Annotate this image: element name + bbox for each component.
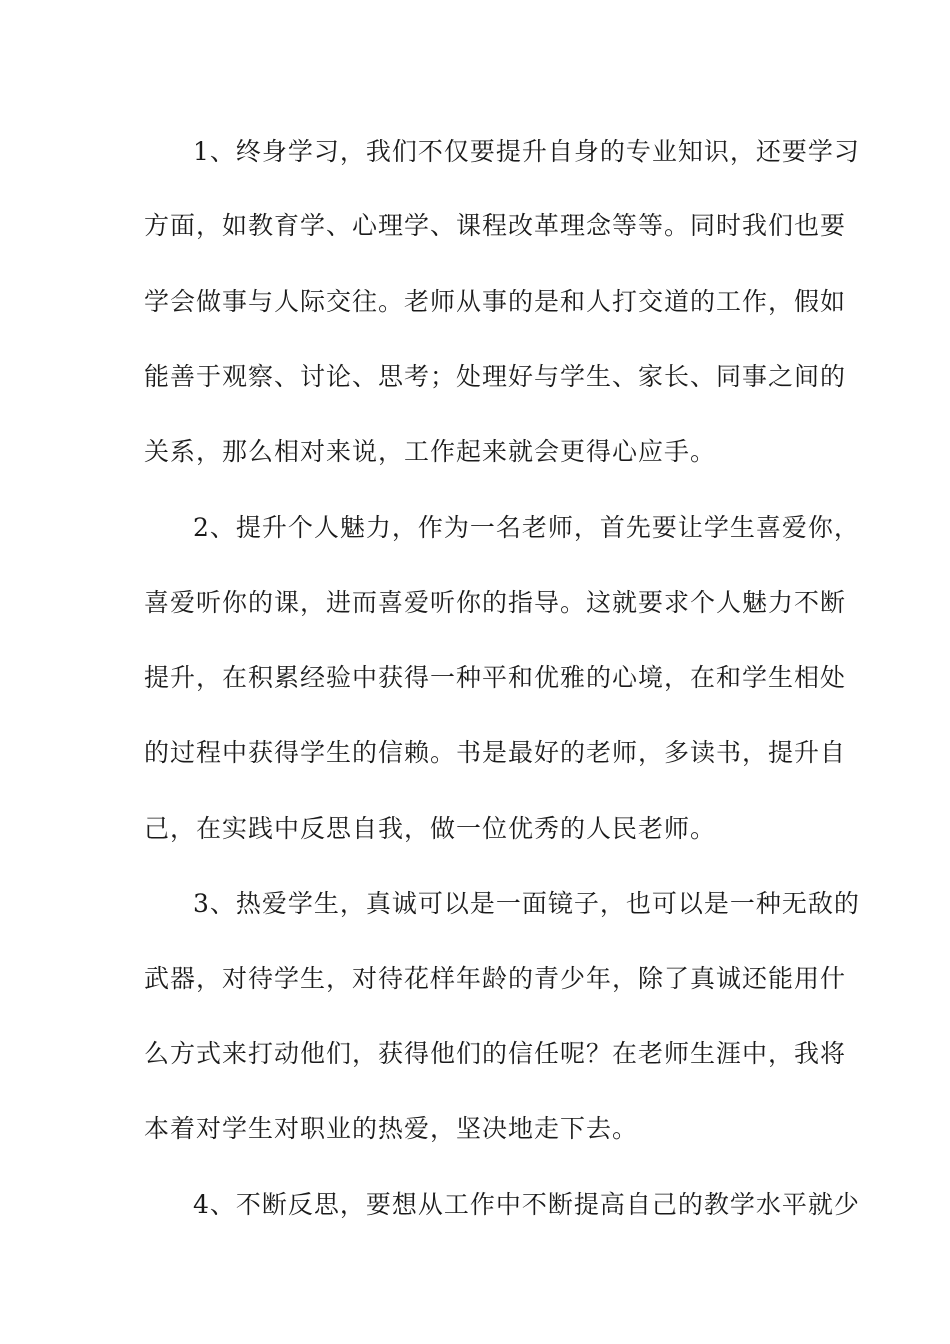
paragraph-1-line-3: 学会做事与人际交往。老师从事的是和人打交道的工作，假如 xyxy=(144,287,847,316)
paragraph-2-line-5: 己，在实践中反思自我，做一位优秀的人民老师。 xyxy=(144,814,717,843)
paragraph-4-line-1: 4、不断反思，要想从工作中不断提高自己的教学水平就少 xyxy=(193,1190,860,1219)
paragraph-1-line-2: 方面，如教育学、心理学、课程改革理念等等。同时我们也要 xyxy=(144,211,847,240)
paragraph-1-line-5: 关系，那么相对来说，工作起来就会更得心应手。 xyxy=(144,437,717,466)
paragraph-3-line-4: 本着对学生对职业的热爱，坚决地走下去。 xyxy=(144,1114,639,1143)
paragraph-3-line-3: 么方式来打动他们，获得他们的信任呢？在老师生涯中，我将 xyxy=(144,1039,847,1068)
paragraph-2-line-3: 提升，在积累经验中获得一种平和优雅的心境，在和学生相处 xyxy=(144,663,847,692)
paragraph-2-line-2: 喜爱听你的课，进而喜爱听你的指导。这就要求个人魅力不断 xyxy=(144,588,847,617)
paragraph-3-line-2: 武器，对待学生，对待花样年龄的青少年，除了真诚还能用什 xyxy=(144,964,847,993)
paragraph-3-line-1: 3、热爱学生，真诚可以是一面镜子，也可以是一种无敌的 xyxy=(193,889,860,918)
paragraph-2-line-1: 2、提升个人魅力，作为一名老师，首先要让学生喜爱你， xyxy=(193,513,860,542)
paragraph-2-line-4: 的过程中获得学生的信赖。书是最好的老师，多读书，提升自 xyxy=(144,738,847,767)
paragraph-1-line-1: 1、终身学习，我们不仅要提升自身的专业知识，还要学习 xyxy=(193,137,860,166)
paragraph-1-line-4: 能善于观察、讨论、思考；处理好与学生、家长、同事之间的 xyxy=(144,362,847,391)
